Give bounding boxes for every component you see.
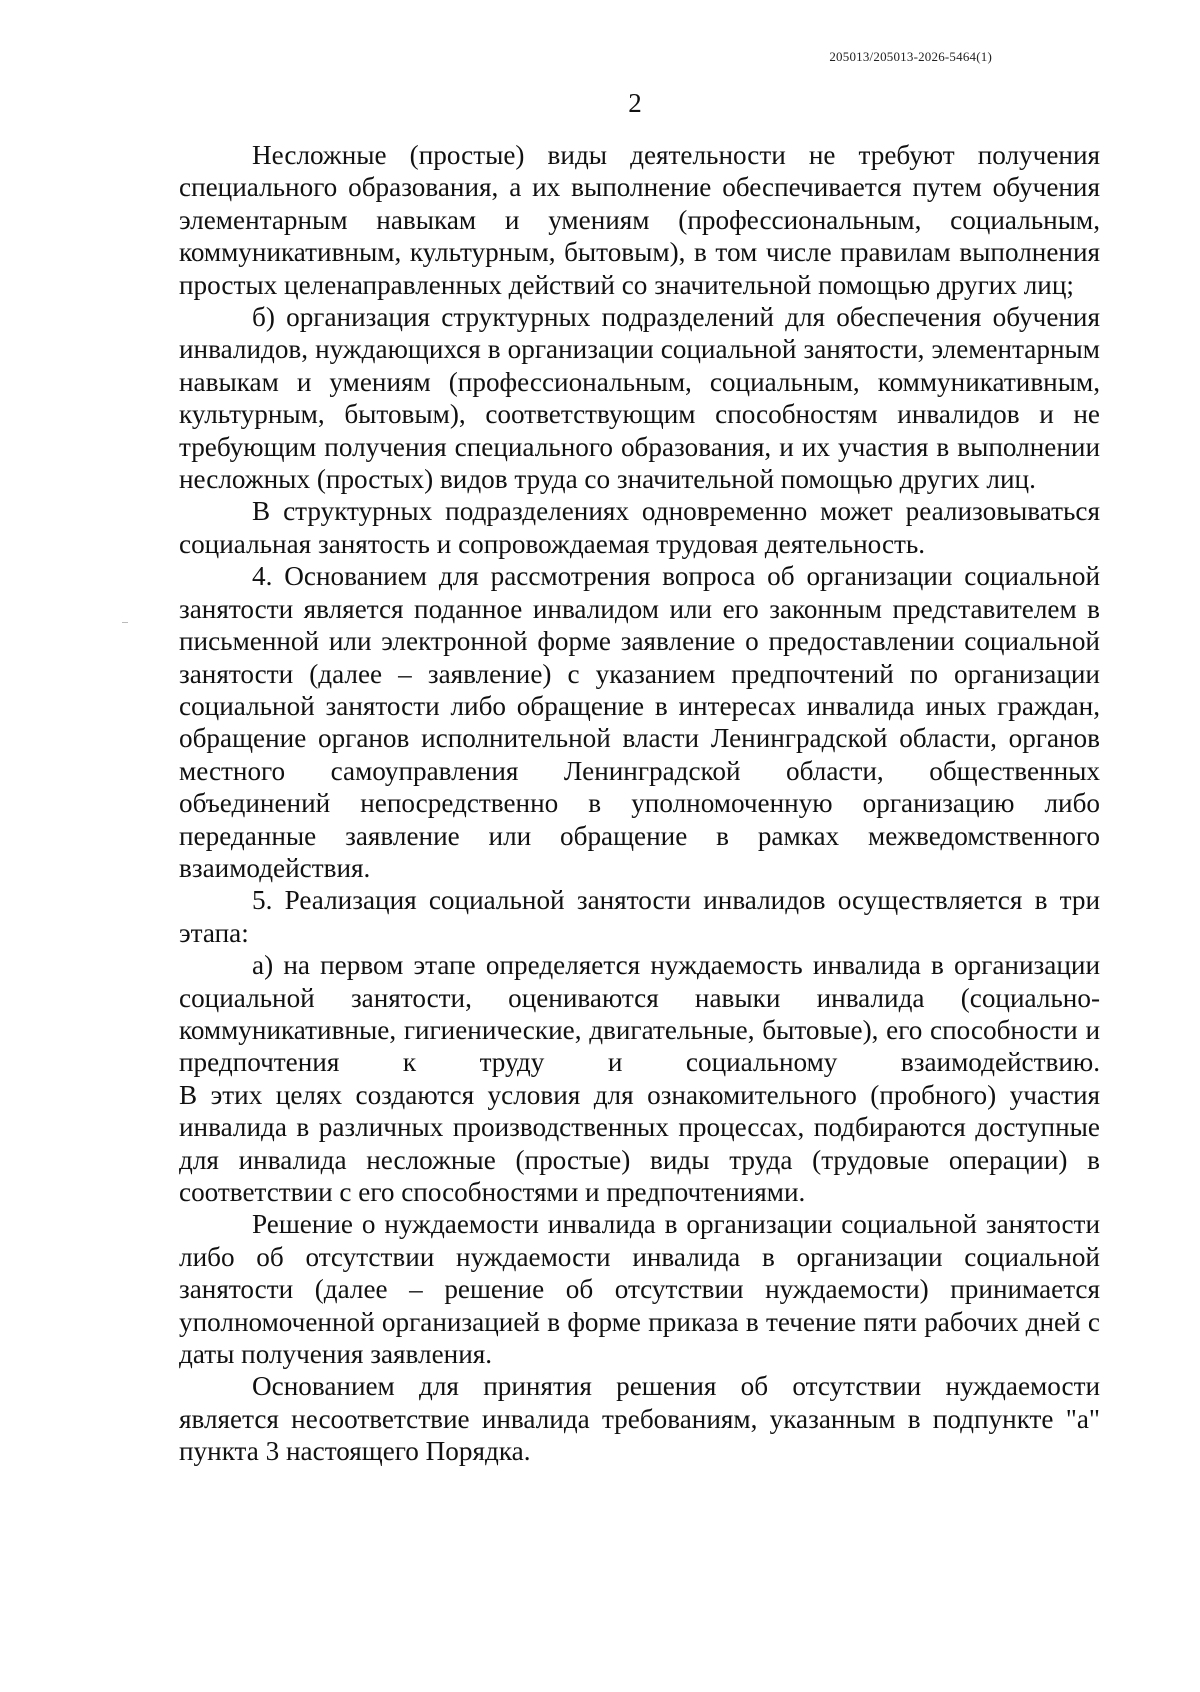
page-number: 2 <box>628 88 642 118</box>
margin-mark <box>122 622 128 623</box>
paragraph-item-5: 5. Реализация социальной занятости инвалидов осуществляется в три этапа: <box>179 885 1100 948</box>
document-registration-number: 205013/205013-2026-5464(1) <box>829 49 992 64</box>
document-body <box>179 139 1100 1468</box>
paragraph-item-4: 4. Основанием для рассмотрения вопроса об организации социальной занятости является поданное инвалидом или его законным представителем в письменной или электронной форме заявление о предоставлении социальной занятости (далее – заявление) с указанием предпочтений по организации социальной занятости либо обращение в интересах инвалида иных граждан, обращение органов исполнительной власти Ленинградской области, органов местного самоуправления Ленинградской области, общественных объединений непосредственно в уполномоченную организацию либо переданные заявление или обращение в рамках межведомственного взаимодействия. <box>179 561 1100 883</box>
paragraph-conditions: В этих целях создаются условия для ознакомительного (пробного) участия инвалида в различных производственных процессах, подбираются доступные для инвалида несложные (простые) виды труда (трудовые операции) в соответствии с его способностями и предпочтениями. <box>179 1079 1100 1207</box>
paragraph-simple-activities: Несложные (простые) виды деятельности не требуют получения специального образования, а их выполнение обеспечивается путем обучения элементарным навыкам и умениям (профессиональным, социальным, коммуникативным, культурным, бытовым), в том числе правилам выполнения простых целенаправленных действий со значительной помощью других лиц; <box>179 140 1100 300</box>
paragraph-item-b: б) организация структурных подразделений для обеспечения обучения инвалидов, нуждающихся в организации социальной занятости, элементарным навыкам и умениям (профессиональным, социальным, коммуникативным, культурным, бытовым), соответствующим способностям инвалидов и не требующим получения специального образования, и их участия в выполнении несложных (простых) видов труда со значительной помощью других лиц. <box>179 302 1100 495</box>
paragraph-grounds: Основанием для принятия решения об отсутствии нуждаемости является несоответствие инвалида требованиям, указанным в подпункте "а" пункта 3 настоящего Порядка. <box>179 1371 1100 1467</box>
paragraph-structural-units: В структурных подразделениях одновременно может реализовываться социальная занятость и сопровождаемая трудовая деятельность. <box>179 496 1100 559</box>
paragraph-decision: Решение о нуждаемости инвалида в организации социальной занятости либо об отсутствии нуждаемости инвалида в организации социальной занятости (далее – решение об отсутствии нуждаемости) принимается уполномоченной организацией в форме приказа в течение пяти рабочих дней с даты получения заявления. <box>179 1209 1100 1370</box>
paragraph-item-5a: а) на первом этапе определяется нуждаемость инвалида в организации социальной занятости, оцениваются навыки инвалида (социально-коммуникативные, гигиенические, двигательные, бытовые), его способности и предпочтения к труду и социальному взаимодействию. <box>179 950 1100 1078</box>
